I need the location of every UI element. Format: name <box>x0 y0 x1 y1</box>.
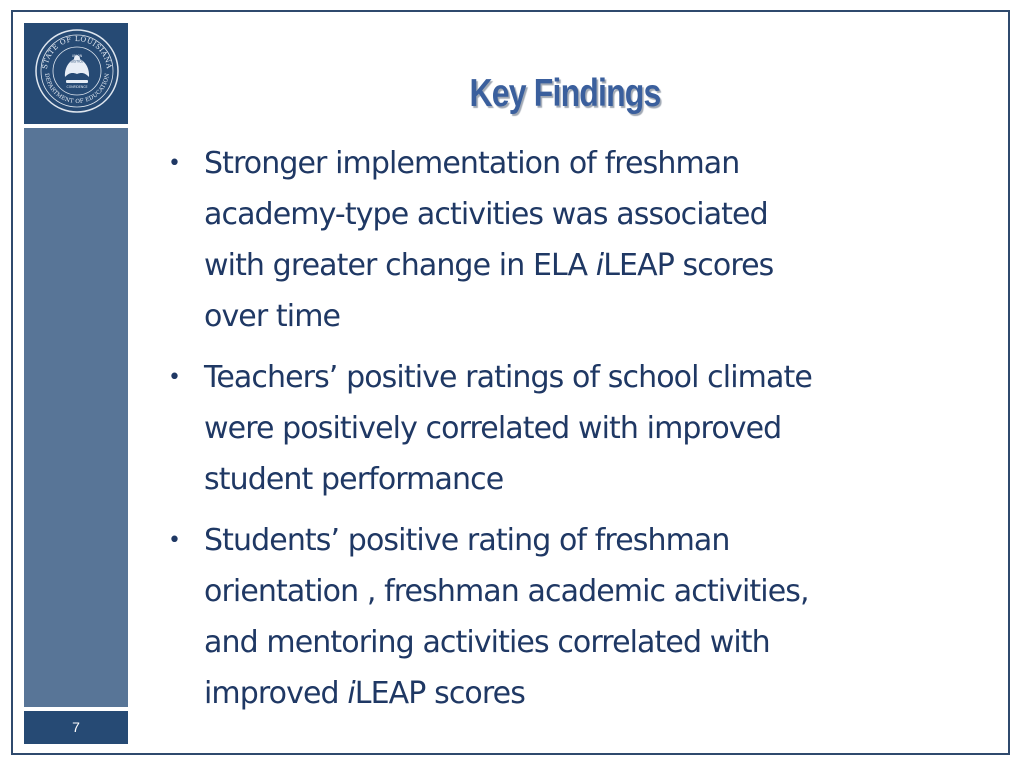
bullet-line: were positively correlated with improved <box>204 411 782 446</box>
page-number: 7 <box>72 719 80 735</box>
bullet-line: with greater change in ELA iLEAP scores <box>204 248 774 283</box>
bullet-line: Students’ positive rating of freshman <box>204 523 730 558</box>
seal-motto-justice: JUSTICE <box>70 59 84 64</box>
bullet-line: and mentoring activities correlated with <box>204 625 770 660</box>
bullet-line: Teachers’ positive ratings of school climate <box>204 360 812 395</box>
seal-ring-text: STATE OF LOUISIANA <box>40 34 114 70</box>
bullet-line: orientation , freshman academic activities, <box>204 574 809 609</box>
bullet-line: improved iLEAP scores <box>204 676 525 711</box>
bullet-item <box>168 352 968 505</box>
pelican-seal-icon <box>34 28 120 114</box>
bullet-item <box>168 138 968 342</box>
seal-motto-union: UNION <box>71 54 83 58</box>
bullet-line: student performance <box>204 462 504 497</box>
bullet-line: over time <box>204 299 341 334</box>
seal-lower-text: DEPARTMENT OF EDUCATION <box>43 72 111 106</box>
bullet-icon: • <box>168 365 181 390</box>
bullet-list <box>168 138 968 729</box>
bullet-line: academy-type activities was associated <box>204 197 768 232</box>
bullet-icon: • <box>168 528 181 553</box>
seal-motto-confidence: CONFIDENCE <box>66 85 88 89</box>
bullet-item <box>168 515 968 719</box>
bullet-line: Stronger implementation of freshman <box>204 146 740 181</box>
bullet-icon: • <box>168 151 181 176</box>
slide-title: Key Findings <box>469 72 661 115</box>
sidebar-panel <box>24 128 128 707</box>
